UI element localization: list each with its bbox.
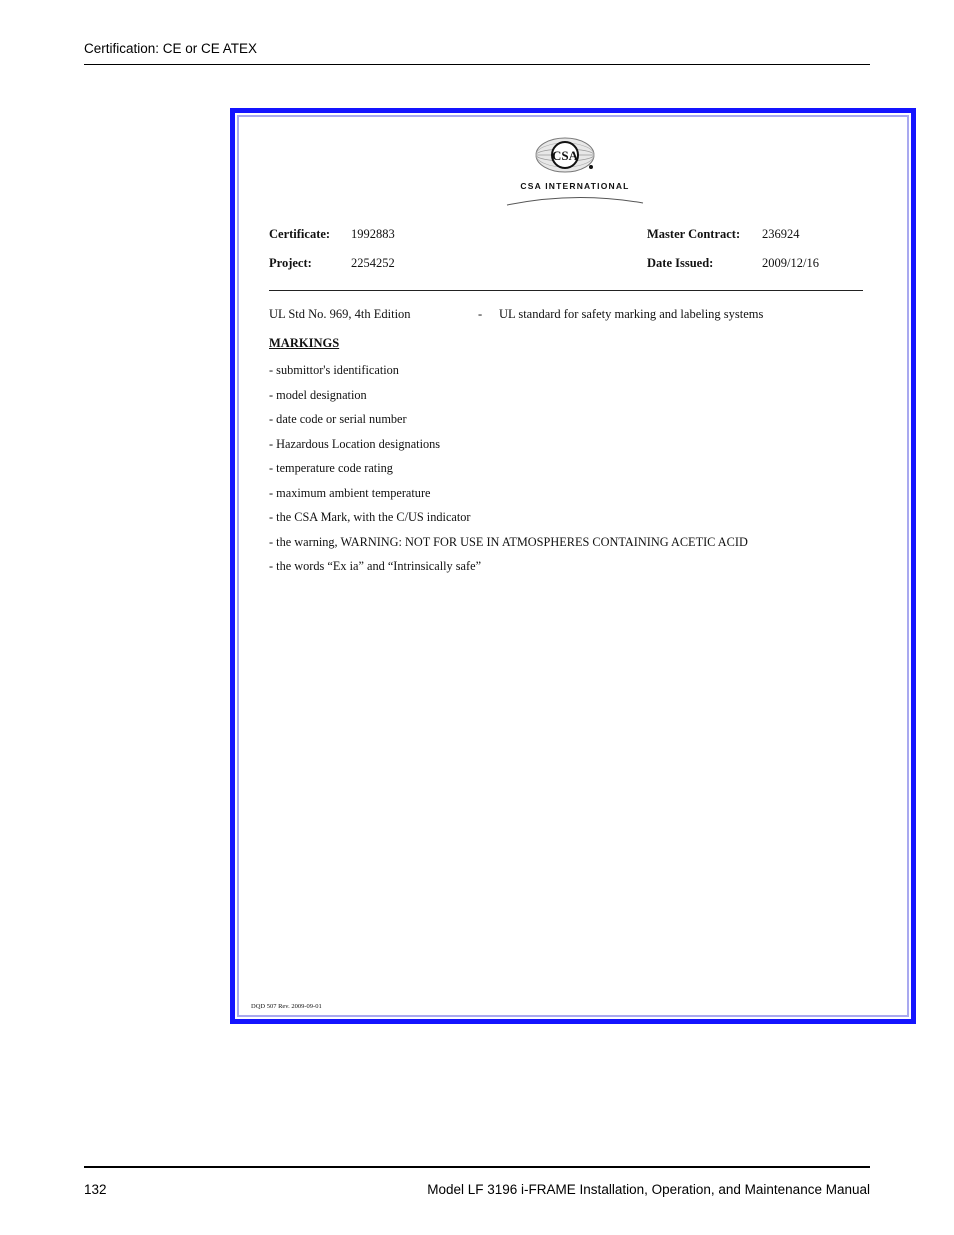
date-issued-label: Date Issued: xyxy=(647,256,714,270)
project-number: 2254252 xyxy=(351,256,395,270)
list-item: - date code or serial number xyxy=(269,412,407,426)
markings-list xyxy=(269,362,748,583)
list-item: - maximum ambient temperature xyxy=(269,485,431,500)
footer-divider xyxy=(84,1166,870,1168)
csa-globe-icon xyxy=(505,133,645,183)
header-divider xyxy=(84,64,870,65)
list-item: - the CSA Mark, with the C/US indicator xyxy=(269,510,471,524)
csa-logo xyxy=(505,133,645,203)
standard-description: UL standard for safety marking and labeling systems xyxy=(499,307,764,321)
date-issued-value: 2009/12/16 xyxy=(762,256,819,270)
list-item: - temperature code rating xyxy=(269,461,393,475)
master-contract-label: Master Contract: xyxy=(647,227,741,241)
csa-mark-text: CSA xyxy=(551,148,579,163)
page-number: 132 xyxy=(84,1182,107,1197)
manual-title: Model LF 3196 i-FRAME Installation, Operation, and Maintenance Manual xyxy=(427,1182,870,1197)
certificate-number: 1992883 xyxy=(351,227,395,241)
csa-logo-text: CSA INTERNATIONAL xyxy=(520,181,630,191)
list-item: - model designation xyxy=(269,387,367,402)
list-item: - Hazardous Location designations xyxy=(269,436,441,451)
standard-name: UL Std No. 969, 4th Edition xyxy=(269,307,411,321)
logo-swoosh xyxy=(505,191,645,207)
certificate-divider xyxy=(269,290,863,291)
certificate-image xyxy=(230,108,916,1024)
certificate-label: Certificate: xyxy=(269,227,331,241)
list-item: - the warning, WARNING: NOT FOR USE IN ATMOSPHERES CONTAINING ACETIC ACID xyxy=(269,534,748,549)
standard-dash: - xyxy=(478,307,483,321)
form-revision: DQD 507 Rev. 2009-09-01 xyxy=(251,1003,322,1010)
section-title: Certification: CE or CE ATEX xyxy=(84,41,258,56)
master-contract-number: 236924 xyxy=(762,227,800,241)
certificate-content xyxy=(235,113,911,1019)
markings-heading: MARKINGS xyxy=(269,336,340,350)
list-item: - submittor's identification xyxy=(269,363,399,377)
project-label: Project: xyxy=(269,256,312,270)
list-item: - the words “Ex ia” and “Intrinsically safe” xyxy=(269,559,482,573)
